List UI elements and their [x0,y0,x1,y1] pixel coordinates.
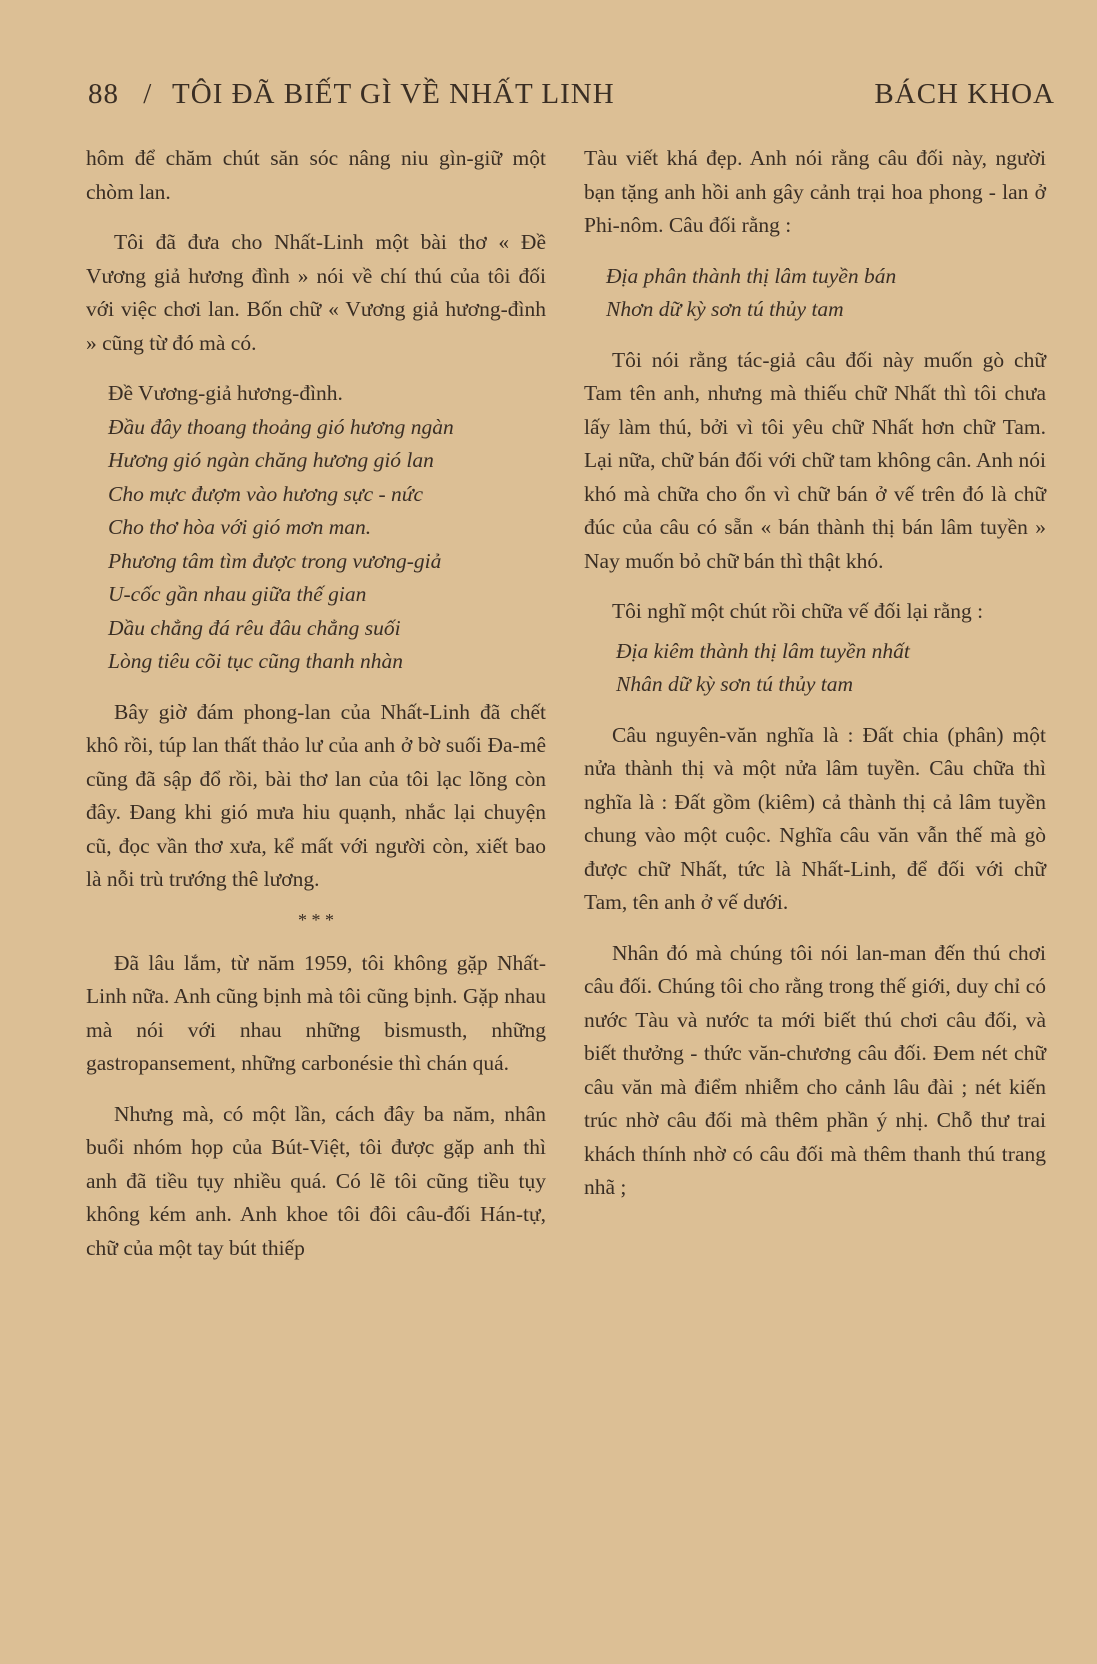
section-separator: * * * [298,909,334,930]
couplet [584,635,1046,702]
paragraph: Tôi nghĩ một chút rồi chữa vế đối lại rằng : [612,599,984,623]
couplet-line: Nhơn dữ kỳ sơn tú thủy tam [606,297,844,321]
paragraph: Tôi đã đưa cho Nhất-Linh một bài thơ « Đề Vương giả hương đình » nói về chí thú của tôi đối với việc chơi lan. Bốn chữ « Vương giả hương-đình » cũng từ đó mà có. [86,230,546,355]
couplet-line: Nhân dữ kỳ sơn tú thủy tam [616,672,853,696]
paragraph: Đã lâu lắm, từ năm 1959, tôi không gặp Nhất-Linh nữa. Anh cũng bịnh mà tôi cũng bịnh. Gặp nhau mà nói với nhau những bismusth, những gastropansement, những carbonésie thì chán quá. [86,950,546,1075]
poem-line: U-cốc gần nhau giữa thế gian [108,582,367,606]
paragraph: Tàu viết khá đẹp. Anh nói rằng câu đối này, người bạn tặng anh hồi anh gây cảnh trại hoa phong - lan ở Phi-nôm. Câu đối rằng : [584,146,1046,237]
poem-line: Cho thơ hòa với gió mơn man. [108,515,372,539]
running-title: TÔI ĐÃ BIẾT GÌ VỀ NHẤT LINH [172,78,615,110]
magazine-name: BÁCH KHOA [874,78,1055,110]
left-column [86,142,546,1265]
couplet-line: Địa kiêm thành thị lâm tuyền nhất [616,638,910,663]
poem-line: Phương tâm tìm được trong vương-giả [108,548,442,573]
right-column [584,142,1046,1205]
poem-line: Cho mực đượm vào hương sực - nức [108,481,424,506]
couplet [584,260,1046,327]
couplet-line: Địa phân thành thị lâm tuyền bán [606,263,897,288]
poem-line: Đầu đây thoang thoảng gió hương ngàn [108,414,454,439]
header-separator: / [143,78,153,110]
paragraph: Bây giờ đám phong-lan của Nhất-Linh đã chết khô rồi, túp lan thất thảo lư của anh ở bờ suối Đa-mê cũng đã sập đổ rồi, bài thơ lan của tôi lạc lõng còn đây. Đang khi gió mưa hiu quạnh, nhắc lại chuyện cũ, đọc vần thơ xưa, kể mất với người còn, xiết bao là nỗi trù trướng thê lương. [86,699,546,891]
paragraph: Câu nguyên-văn nghĩa là : Đất chia (phân) một nửa thành thị và một nửa lâm tuyền. Câu chữa thì nghĩa là : Đất gồm (kiêm) cả thành thị cả lâm tuyền chung vào một cuộc. Nghĩa câu văn vẫn thế mà gò được chữ Nhất, tức là Nhất-Linh, để đối với chữ Tam, tên anh ở vế dưới. [584,722,1046,914]
page-header [88,78,1055,111]
poem-line: Dầu chẳng đá rêu đâu chẳng suối [108,615,401,640]
paragraph: Nhưng mà, có một lần, cách đây ba năm, nhân buổi nhóm họp của Bút-Việt, tôi được gặp anh thì anh đã tiều tụy nhiều quá. Có lẽ tôi cũng tiều tụy không kém anh. Anh khoe tôi đôi câu-đối Hán-tự, chữ của một tay bút thiếp [86,1101,546,1260]
poem-line: Lòng tiêu cõi tục cũng thanh nhàn [108,649,403,673]
paragraph: hôm để chăm chút săn sóc nâng niu gìn-giữ một chòm lan. [86,146,546,204]
poem-title: Đề Vương-giả hương-đình. [108,381,343,405]
poem [86,411,546,679]
paragraph: Tôi nói rằng tác-giả câu đối này muốn gò chữ Tam tên anh, nhưng mà thiếu chữ Nhất thì tôi chưa lấy làm thú, bởi vì tôi yêu chữ Nhất hơn chữ Tam. Lại nữa, chữ bán đối với chữ tam không cân. Anh nói khó mà chữa cho ổn vì chữ bán ở vế trên đó là chữ đúc của câu có sẵn « bán thành thị bán lâm tuyền » Nay muốn bỏ chữ bán thì thật khó. [584,347,1046,573]
poem-line: Hương gió ngàn chăng hương gió lan [108,448,434,472]
paragraph: Nhân đó mà chúng tôi nói lan-man đến thú chơi câu đối. Chúng tôi cho rằng trong thế giới, duy chỉ có nước Tàu và nước ta mới biết thú chơi câu đối, và biết thưởng - thức văn-chương câu đối. Đem nét chữ câu văn mà điểm nhiễm cho cảnh lâu đài ; nét kiến trúc nhờ câu đối mà thêm phần ý nhị. Chỗ thư trai khách thính nhờ có câu đối mà thêm thanh thú trang nhã ; [584,940,1046,1199]
header-left [88,78,615,111]
page-number: 88 [88,78,119,110]
